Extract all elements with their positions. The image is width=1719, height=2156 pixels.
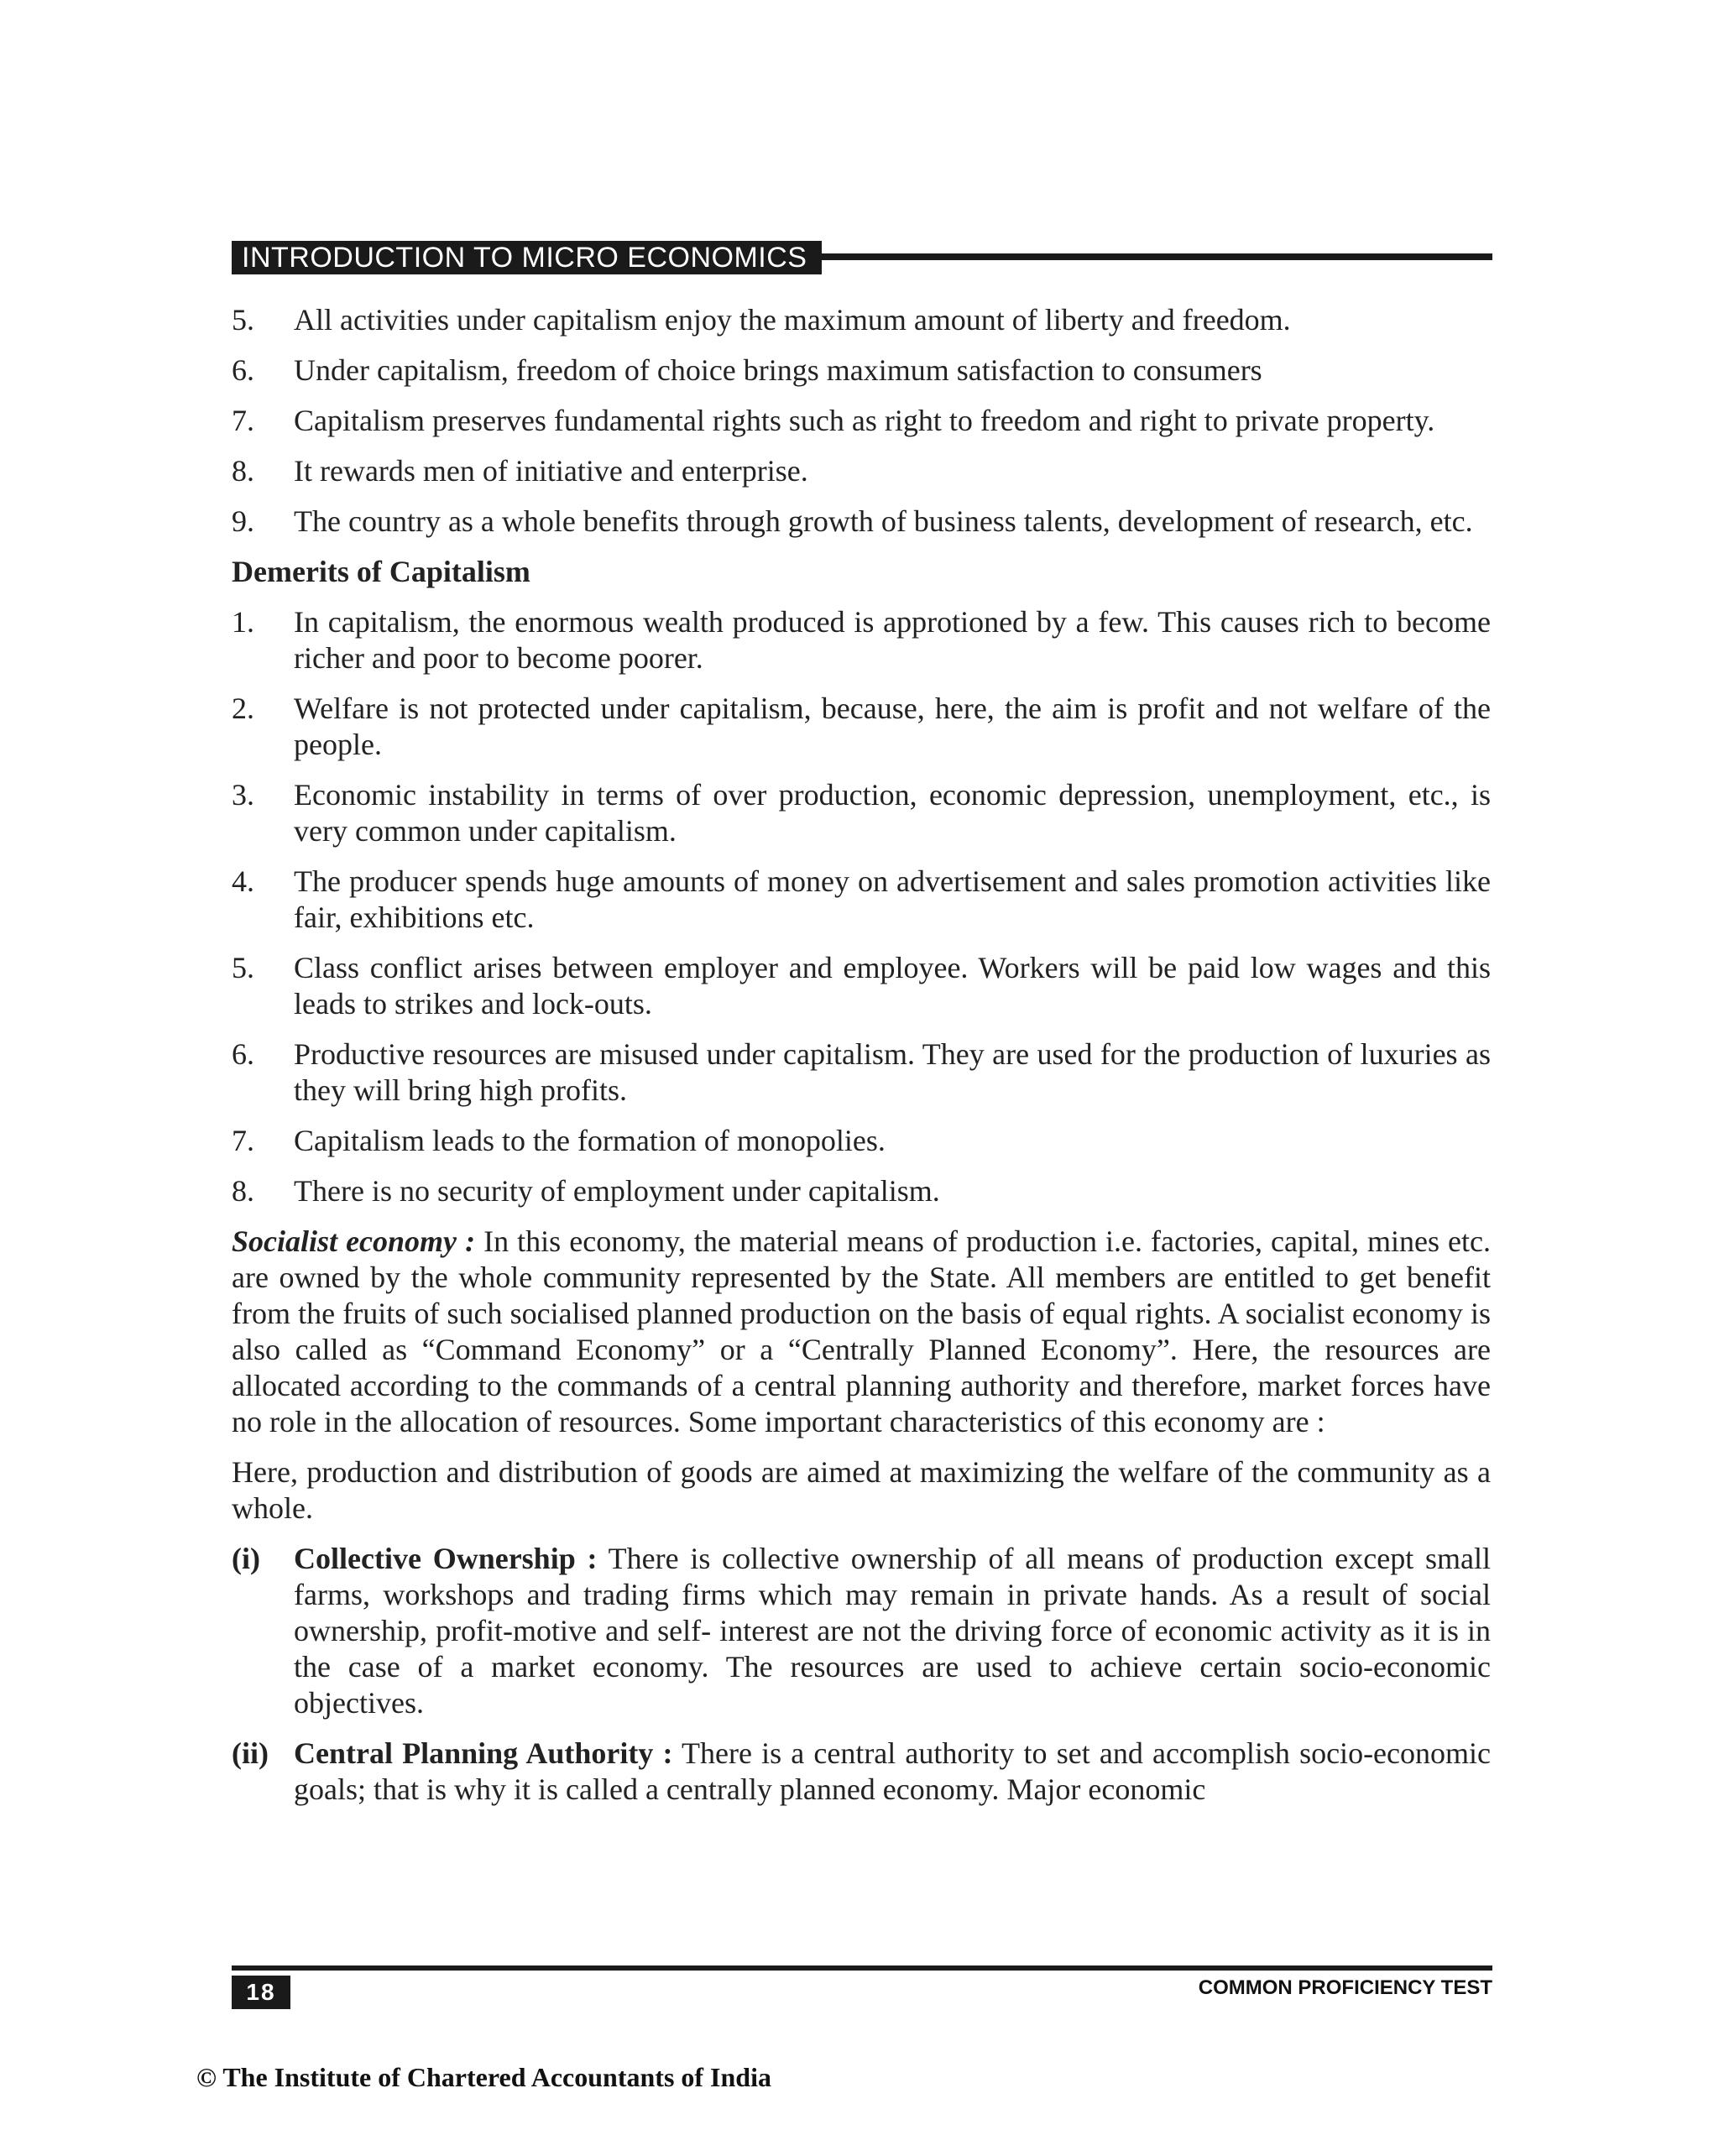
- demerits-list: [232, 604, 1491, 1209]
- copyright-notice: © The Institute of Chartered Accountants of India: [196, 2062, 771, 2092]
- list-item: 2. Welfare is not protected under capitalism, because, here, the aim is profit and not welfare of the people.: [232, 692, 1491, 761]
- list-item: 5. Class conflict arises between employer and employee. Workers will be paid low wages and this leads to strikes and lock-outs.: [232, 951, 1491, 1021]
- list-item: 5. All activities under capitalism enjoy the maximum amount of liberty and freedom.: [232, 303, 1291, 337]
- characteristics-list: [232, 1541, 1491, 1808]
- chapter-title: INTRODUCTION TO MICRO ECONOMICS: [232, 241, 822, 274]
- welfare-paragraph: Here, production and distribution of goods are aimed at maximizing the welfare of the community as a whole.: [232, 1455, 1491, 1525]
- footer-title: COMMON PROFICIENCY TEST: [1198, 1976, 1492, 1999]
- list-item: 9. The country as a whole benefits through growth of business talents, development of research, etc.: [232, 504, 1473, 538]
- merits-list: [232, 302, 1491, 540]
- page-content: [232, 302, 1491, 1822]
- list-item: 3. Economic instability in terms of over production, economic depression, unemployment, etc., is very common under capitalism.: [232, 778, 1491, 848]
- footer-rule: [232, 1965, 1492, 1971]
- list-item: 7. Capitalism leads to the formation of monopolies.: [232, 1124, 886, 1157]
- list-item: (i) Collective Ownership : There is collective ownership of all means of production except small farms, workshops and trading firms which may remain in private hands. As a result of social ownership, profit-motive and self- interest are not the driving force of economic activity as it is in the case of a market economy. The resources are used to achieve certain socio-economic objectives.: [232, 1542, 1491, 1720]
- page-number: 18: [232, 1976, 290, 2009]
- list-item: (ii) Central Planning Authority : There is a central authority to set and accomplish socio-economic goals; that is why it is called a centrally planned economy. Major economic: [232, 1736, 1491, 1806]
- list-item: 7. Capitalism preserves fundamental rights such as right to freedom and right to private property.: [232, 404, 1435, 437]
- running-header: [232, 241, 1492, 274]
- demerits-heading: Demerits of Capitalism: [232, 555, 530, 588]
- list-item: 8. There is no security of employment under capitalism.: [232, 1174, 940, 1208]
- socialist-economy-paragraph: Socialist economy : In this economy, the material means of production i.e. factories, capital, mines etc. are owned by the whole community represented by the State. All members are entitled to get benefit from the fruits of such socialised planned production on the basis of equal rights. A socialist economy is also called as “Command Economy” or a “Centrally Planned Economy”. Here, the resources are allocated according to the commands of a central planning authority and therefore, market forces have no role in the allocation of resources. Some important characteristics of this economy are :: [232, 1224, 1492, 1438]
- list-item: 6. Productive resources are misused under capitalism. They are used for the production of luxuries as they will bring high profits.: [232, 1037, 1491, 1107]
- list-item: 8. It rewards men of initiative and enterprise.: [232, 454, 808, 488]
- list-item: 6. Under capitalism, freedom of choice brings maximum satisfaction to consumers: [232, 353, 1262, 387]
- list-item: 1. In capitalism, the enormous wealth produced is approtioned by a few. This causes rich to become richer and poor to become poorer.: [232, 605, 1491, 675]
- list-item: 4. The producer spends huge amounts of money on advertisement and sales promotion activities like fair, exhibitions etc.: [232, 864, 1491, 934]
- header-rule: [819, 253, 1492, 260]
